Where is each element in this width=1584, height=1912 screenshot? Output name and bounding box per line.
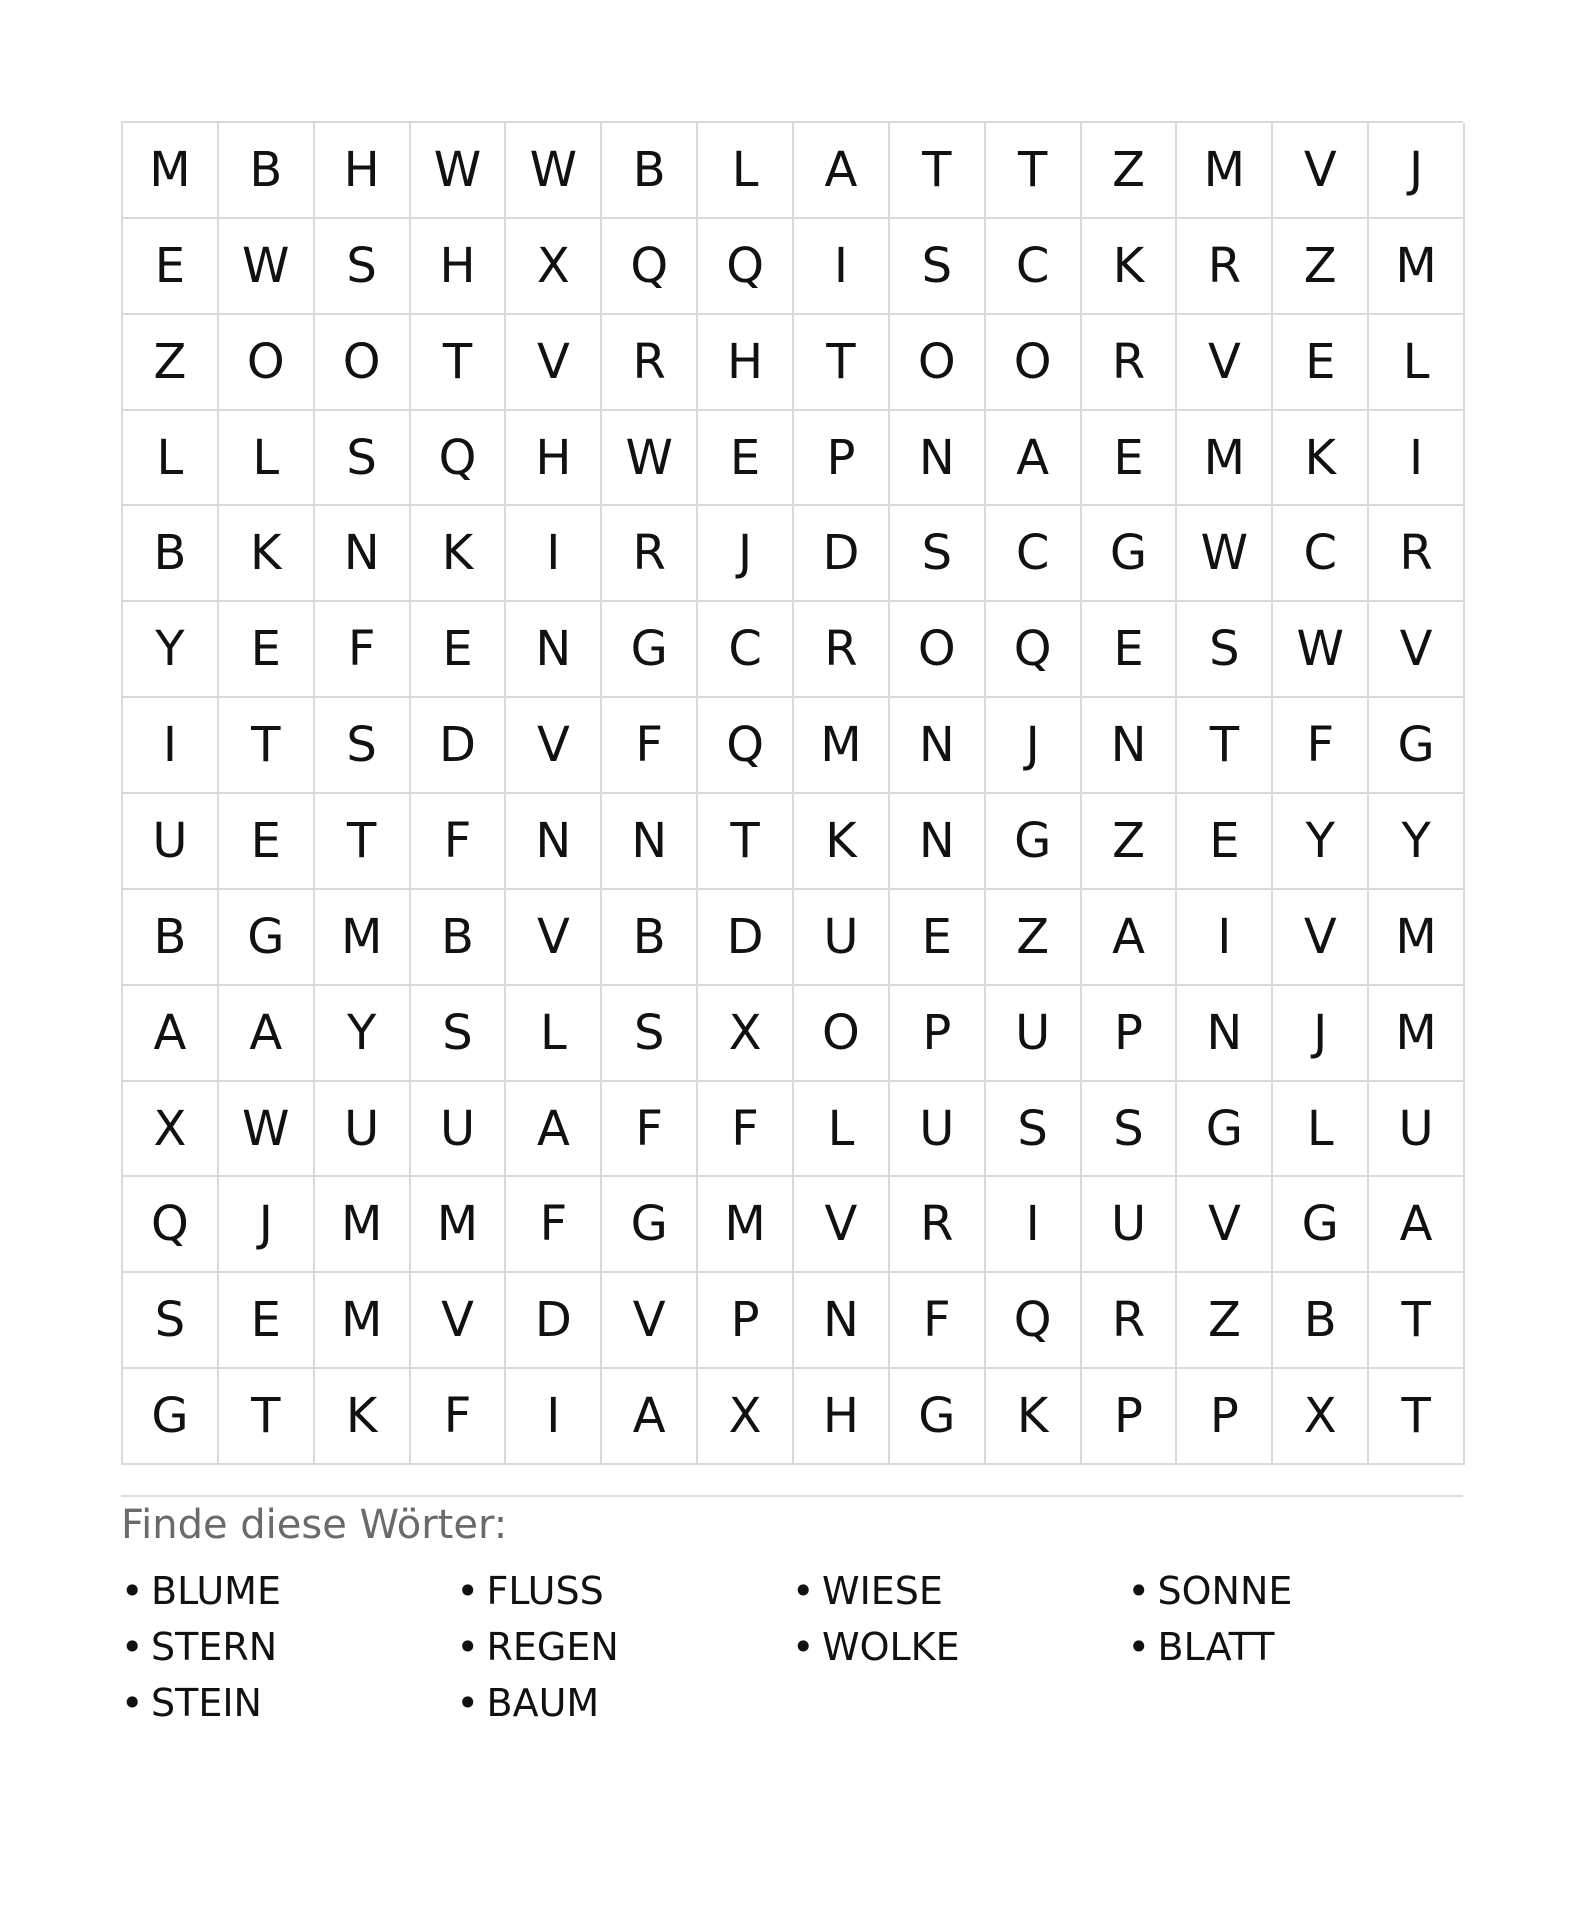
- grid-cell[interactable]: Q: [986, 602, 1082, 698]
- word-list-item: [457, 1619, 793, 1675]
- bullet-icon: •: [792, 1625, 815, 1670]
- grid-cell[interactable]: M: [1177, 411, 1273, 507]
- word-label: WIESE: [822, 1569, 943, 1614]
- word-list-heading: Finde diese Wörter:: [121, 1502, 508, 1549]
- grid-cell[interactable]: W: [219, 219, 315, 315]
- grid-cell[interactable]: F: [890, 1273, 986, 1369]
- grid-cell[interactable]: U: [411, 1082, 507, 1178]
- grid-cell[interactable]: A: [1369, 1177, 1465, 1273]
- grid-cell[interactable]: S: [602, 986, 698, 1082]
- grid-cell[interactable]: U: [123, 794, 219, 890]
- grid-cell[interactable]: T: [1369, 1273, 1465, 1369]
- bullet-icon: •: [121, 1569, 144, 1614]
- grid-cell[interactable]: N: [890, 698, 986, 794]
- grid-cell[interactable]: J: [219, 1177, 315, 1273]
- word-label: BLATT: [1157, 1625, 1275, 1670]
- word-label: STEIN: [151, 1681, 262, 1726]
- grid-cell[interactable]: R: [890, 1177, 986, 1273]
- grid-cell[interactable]: S: [890, 219, 986, 315]
- grid-cell[interactable]: A: [123, 986, 219, 1082]
- grid-cell[interactable]: Y: [315, 986, 411, 1082]
- word-label: REGEN: [486, 1625, 619, 1670]
- word-label: BAUM: [486, 1681, 600, 1726]
- grid-cell[interactable]: T: [219, 698, 315, 794]
- bullet-icon: •: [456, 1681, 479, 1726]
- grid-cell[interactable]: T: [411, 315, 507, 411]
- word-label: STERN: [151, 1625, 278, 1670]
- grid-cell[interactable]: Z: [1082, 794, 1178, 890]
- grid-cell[interactable]: O: [794, 986, 890, 1082]
- grid-cell[interactable]: M: [315, 1177, 411, 1273]
- grid-cell[interactable]: N: [315, 506, 411, 602]
- grid-cell[interactable]: X: [1273, 1369, 1369, 1465]
- grid-cell[interactable]: V: [794, 1177, 890, 1273]
- grid-cell[interactable]: B: [411, 890, 507, 986]
- grid-cell[interactable]: S: [123, 1273, 219, 1369]
- grid-cell[interactable]: M: [1369, 986, 1465, 1082]
- grid-cell[interactable]: T: [1177, 698, 1273, 794]
- grid-cell[interactable]: E: [123, 219, 219, 315]
- grid-cell[interactable]: V: [506, 698, 602, 794]
- grid-cell[interactable]: N: [1177, 986, 1273, 1082]
- grid-cell[interactable]: M: [315, 890, 411, 986]
- grid-cell[interactable]: W: [219, 1082, 315, 1178]
- grid-cell[interactable]: Q: [698, 219, 794, 315]
- grid-cell[interactable]: K: [986, 1369, 1082, 1465]
- grid-cell[interactable]: R: [602, 315, 698, 411]
- grid-cell[interactable]: H: [698, 315, 794, 411]
- letter-grid: [121, 121, 1463, 1465]
- grid-cell[interactable]: L: [1369, 315, 1465, 411]
- grid-cell[interactable]: G: [123, 1369, 219, 1465]
- grid-cell[interactable]: L: [123, 411, 219, 507]
- grid-cell[interactable]: O: [890, 602, 986, 698]
- grid-cell[interactable]: C: [1273, 506, 1369, 602]
- grid-cell[interactable]: R: [1177, 219, 1273, 315]
- grid-cell[interactable]: V: [1177, 1177, 1273, 1273]
- grid-cell[interactable]: I: [506, 506, 602, 602]
- grid-cell[interactable]: E: [1273, 315, 1369, 411]
- grid-cell[interactable]: B: [123, 890, 219, 986]
- grid-cell[interactable]: W: [1177, 506, 1273, 602]
- grid-cell[interactable]: E: [890, 890, 986, 986]
- grid-cell[interactable]: V: [1177, 315, 1273, 411]
- grid-cell[interactable]: E: [219, 794, 315, 890]
- bullet-icon: •: [121, 1625, 144, 1670]
- grid-cell[interactable]: L: [794, 1082, 890, 1178]
- grid-cell[interactable]: C: [986, 219, 1082, 315]
- word-list-item: [792, 1563, 1128, 1619]
- word-list-item: [1128, 1563, 1464, 1619]
- bullet-icon: •: [456, 1569, 479, 1614]
- word-label: WOLKE: [822, 1625, 960, 1670]
- grid-cell[interactable]: L: [506, 986, 602, 1082]
- grid-cell[interactable]: N: [506, 794, 602, 890]
- grid-cell[interactable]: W: [411, 123, 507, 219]
- grid-cell[interactable]: G: [986, 794, 1082, 890]
- grid-cell[interactable]: K: [219, 506, 315, 602]
- grid-cell[interactable]: F: [698, 1082, 794, 1178]
- grid-cell[interactable]: F: [602, 698, 698, 794]
- grid-cell[interactable]: T: [219, 1369, 315, 1465]
- grid-cell[interactable]: J: [986, 698, 1082, 794]
- grid-cell[interactable]: L: [219, 411, 315, 507]
- grid-cell[interactable]: P: [1177, 1369, 1273, 1465]
- grid-cell[interactable]: A: [506, 1082, 602, 1178]
- grid-cell[interactable]: V: [602, 1273, 698, 1369]
- grid-cell[interactable]: G: [1177, 1082, 1273, 1178]
- grid-cell[interactable]: S: [1177, 602, 1273, 698]
- grid-cell[interactable]: B: [1273, 1273, 1369, 1369]
- grid-cell[interactable]: D: [411, 698, 507, 794]
- grid-cell[interactable]: N: [506, 602, 602, 698]
- grid-cell[interactable]: I: [1369, 411, 1465, 507]
- grid-cell[interactable]: V: [506, 315, 602, 411]
- grid-cell[interactable]: U: [890, 1082, 986, 1178]
- grid-cell[interactable]: H: [411, 219, 507, 315]
- grid-cell[interactable]: B: [123, 506, 219, 602]
- grid-cell[interactable]: E: [1177, 794, 1273, 890]
- grid-cell[interactable]: F: [1273, 698, 1369, 794]
- grid-cell[interactable]: Y: [1273, 794, 1369, 890]
- grid-cell[interactable]: B: [602, 123, 698, 219]
- grid-cell[interactable]: B: [602, 890, 698, 986]
- grid-cell[interactable]: V: [506, 890, 602, 986]
- grid-cell[interactable]: O: [890, 315, 986, 411]
- grid-cell[interactable]: M: [794, 698, 890, 794]
- grid-cell[interactable]: O: [986, 315, 1082, 411]
- word-list-item: [792, 1619, 1128, 1675]
- grid-cell[interactable]: C: [986, 506, 1082, 602]
- grid-cell[interactable]: V: [1369, 602, 1465, 698]
- grid-cell[interactable]: T: [794, 315, 890, 411]
- grid-cell[interactable]: M: [315, 1273, 411, 1369]
- grid-cell[interactable]: M: [1369, 890, 1465, 986]
- grid-cell[interactable]: G: [602, 1177, 698, 1273]
- grid-cell[interactable]: Y: [1369, 794, 1465, 890]
- grid-cell[interactable]: M: [411, 1177, 507, 1273]
- grid-cell[interactable]: Z: [1177, 1273, 1273, 1369]
- grid-cell[interactable]: R: [794, 602, 890, 698]
- grid-cell[interactable]: D: [506, 1273, 602, 1369]
- word-label: FLUSS: [486, 1569, 604, 1614]
- word-list-item: [121, 1675, 457, 1731]
- grid-cell[interactable]: W: [1273, 602, 1369, 698]
- grid-cell[interactable]: T: [315, 794, 411, 890]
- grid-cell[interactable]: R: [602, 506, 698, 602]
- grid-cell[interactable]: E: [1082, 602, 1178, 698]
- word-label: SONNE: [1157, 1569, 1293, 1614]
- grid-cell[interactable]: K: [1082, 219, 1178, 315]
- grid-cell[interactable]: N: [602, 794, 698, 890]
- word-list-item: [1128, 1619, 1464, 1675]
- grid-cell[interactable]: I: [794, 219, 890, 315]
- grid-cell[interactable]: R: [1082, 315, 1178, 411]
- word-list: [121, 1563, 1463, 1731]
- grid-cell[interactable]: J: [1273, 986, 1369, 1082]
- grid-cell[interactable]: F: [506, 1177, 602, 1273]
- grid-cell[interactable]: M: [1177, 123, 1273, 219]
- grid-cell[interactable]: Z: [1273, 219, 1369, 315]
- grid-cell[interactable]: Y: [123, 602, 219, 698]
- grid-cell[interactable]: N: [1082, 698, 1178, 794]
- grid-cell[interactable]: P: [1082, 986, 1178, 1082]
- grid-cell[interactable]: O: [315, 315, 411, 411]
- grid-cell[interactable]: I: [123, 698, 219, 794]
- grid-cell[interactable]: V: [1273, 890, 1369, 986]
- grid-cell[interactable]: A: [794, 123, 890, 219]
- word-list-item: [457, 1675, 793, 1731]
- grid-cell[interactable]: U: [1082, 1177, 1178, 1273]
- grid-cell[interactable]: V: [1273, 123, 1369, 219]
- grid-cell[interactable]: G: [1273, 1177, 1369, 1273]
- grid-cell[interactable]: A: [1082, 890, 1178, 986]
- grid-cell[interactable]: X: [506, 219, 602, 315]
- grid-cell[interactable]: G: [219, 890, 315, 986]
- grid-cell[interactable]: F: [411, 794, 507, 890]
- bullet-icon: •: [456, 1625, 479, 1670]
- grid-cell[interactable]: A: [986, 411, 1082, 507]
- grid-cell[interactable]: A: [602, 1369, 698, 1465]
- grid-cell[interactable]: D: [698, 890, 794, 986]
- grid-cell[interactable]: Q: [986, 1273, 1082, 1369]
- grid-cell[interactable]: R: [1082, 1273, 1178, 1369]
- grid-cell[interactable]: I: [506, 1369, 602, 1465]
- grid-cell[interactable]: S: [411, 986, 507, 1082]
- grid-cell[interactable]: H: [506, 411, 602, 507]
- grid-cell[interactable]: K: [315, 1369, 411, 1465]
- grid-cell[interactable]: K: [1273, 411, 1369, 507]
- grid-cell[interactable]: G: [1369, 698, 1465, 794]
- grid-cell[interactable]: S: [1082, 1082, 1178, 1178]
- grid-cell[interactable]: S: [986, 1082, 1082, 1178]
- grid-cell[interactable]: I: [986, 1177, 1082, 1273]
- grid-cell[interactable]: H: [315, 123, 411, 219]
- grid-cell[interactable]: T: [698, 794, 794, 890]
- grid-cell[interactable]: V: [411, 1273, 507, 1369]
- grid-cell[interactable]: G: [1082, 506, 1178, 602]
- grid-cell[interactable]: P: [1082, 1369, 1178, 1465]
- grid-cell[interactable]: I: [1177, 890, 1273, 986]
- grid-cell[interactable]: T: [986, 123, 1082, 219]
- grid-cell[interactable]: E: [698, 411, 794, 507]
- grid-cell[interactable]: J: [1369, 123, 1465, 219]
- grid-cell[interactable]: L: [1273, 1082, 1369, 1178]
- grid-cell[interactable]: N: [794, 1273, 890, 1369]
- grid-cell[interactable]: X: [123, 1082, 219, 1178]
- grid-cell[interactable]: Q: [602, 219, 698, 315]
- grid-cell[interactable]: D: [794, 506, 890, 602]
- bullet-icon: •: [121, 1681, 144, 1726]
- grid-cell[interactable]: N: [890, 794, 986, 890]
- divider: [121, 1495, 1463, 1497]
- grid-cell[interactable]: U: [315, 1082, 411, 1178]
- grid-cell[interactable]: J: [698, 506, 794, 602]
- grid-cell[interactable]: M: [1369, 219, 1465, 315]
- grid-cell[interactable]: L: [698, 123, 794, 219]
- word-label: BLUME: [151, 1569, 281, 1614]
- grid-cell[interactable]: S: [315, 698, 411, 794]
- grid-cell[interactable]: F: [315, 602, 411, 698]
- grid-cell[interactable]: T: [890, 123, 986, 219]
- grid-cell[interactable]: G: [890, 1369, 986, 1465]
- grid-cell[interactable]: X: [698, 1369, 794, 1465]
- grid-cell[interactable]: G: [602, 602, 698, 698]
- bullet-icon: •: [792, 1569, 815, 1614]
- grid-cell[interactable]: U: [1369, 1082, 1465, 1178]
- grid-cell[interactable]: U: [986, 986, 1082, 1082]
- grid-cell[interactable]: R: [1369, 506, 1465, 602]
- grid-cell[interactable]: H: [794, 1369, 890, 1465]
- grid-cell[interactable]: E: [411, 602, 507, 698]
- grid-cell[interactable]: S: [315, 219, 411, 315]
- bullet-icon: •: [1127, 1625, 1150, 1670]
- grid-cell[interactable]: E: [219, 602, 315, 698]
- bullet-icon: •: [1127, 1569, 1150, 1614]
- word-list-item: [457, 1563, 793, 1619]
- grid-cell[interactable]: A: [219, 986, 315, 1082]
- grid-cell[interactable]: F: [411, 1369, 507, 1465]
- grid-cell[interactable]: S: [315, 411, 411, 507]
- word-list-item: [121, 1619, 457, 1675]
- grid-cell[interactable]: N: [890, 411, 986, 507]
- grid-cell[interactable]: X: [698, 986, 794, 1082]
- grid-cell[interactable]: F: [602, 1082, 698, 1178]
- grid-cell[interactable]: Q: [123, 1177, 219, 1273]
- grid-cell[interactable]: Q: [411, 411, 507, 507]
- word-list-item: [121, 1563, 457, 1619]
- grid-cell[interactable]: K: [794, 794, 890, 890]
- grid-cell[interactable]: E: [219, 1273, 315, 1369]
- grid-cell[interactable]: E: [1082, 411, 1178, 507]
- grid-cell[interactable]: M: [698, 1177, 794, 1273]
- grid-cell[interactable]: M: [123, 123, 219, 219]
- grid-cell[interactable]: P: [794, 411, 890, 507]
- word-search-puzzle: [121, 121, 1463, 1731]
- grid-cell[interactable]: C: [698, 602, 794, 698]
- grid-cell[interactable]: K: [411, 506, 507, 602]
- grid-cell[interactable]: Z: [986, 890, 1082, 986]
- grid-cell[interactable]: W: [602, 411, 698, 507]
- grid-cell[interactable]: W: [506, 123, 602, 219]
- grid-cell[interactable]: Z: [123, 315, 219, 411]
- grid-cell[interactable]: Q: [698, 698, 794, 794]
- grid-cell[interactable]: S: [890, 506, 986, 602]
- grid-cell[interactable]: T: [1369, 1369, 1465, 1465]
- grid-cell[interactable]: B: [219, 123, 315, 219]
- grid-cell[interactable]: P: [698, 1273, 794, 1369]
- grid-cell[interactable]: P: [890, 986, 986, 1082]
- grid-cell[interactable]: U: [794, 890, 890, 986]
- grid-cell[interactable]: Z: [1082, 123, 1178, 219]
- grid-cell[interactable]: O: [219, 315, 315, 411]
